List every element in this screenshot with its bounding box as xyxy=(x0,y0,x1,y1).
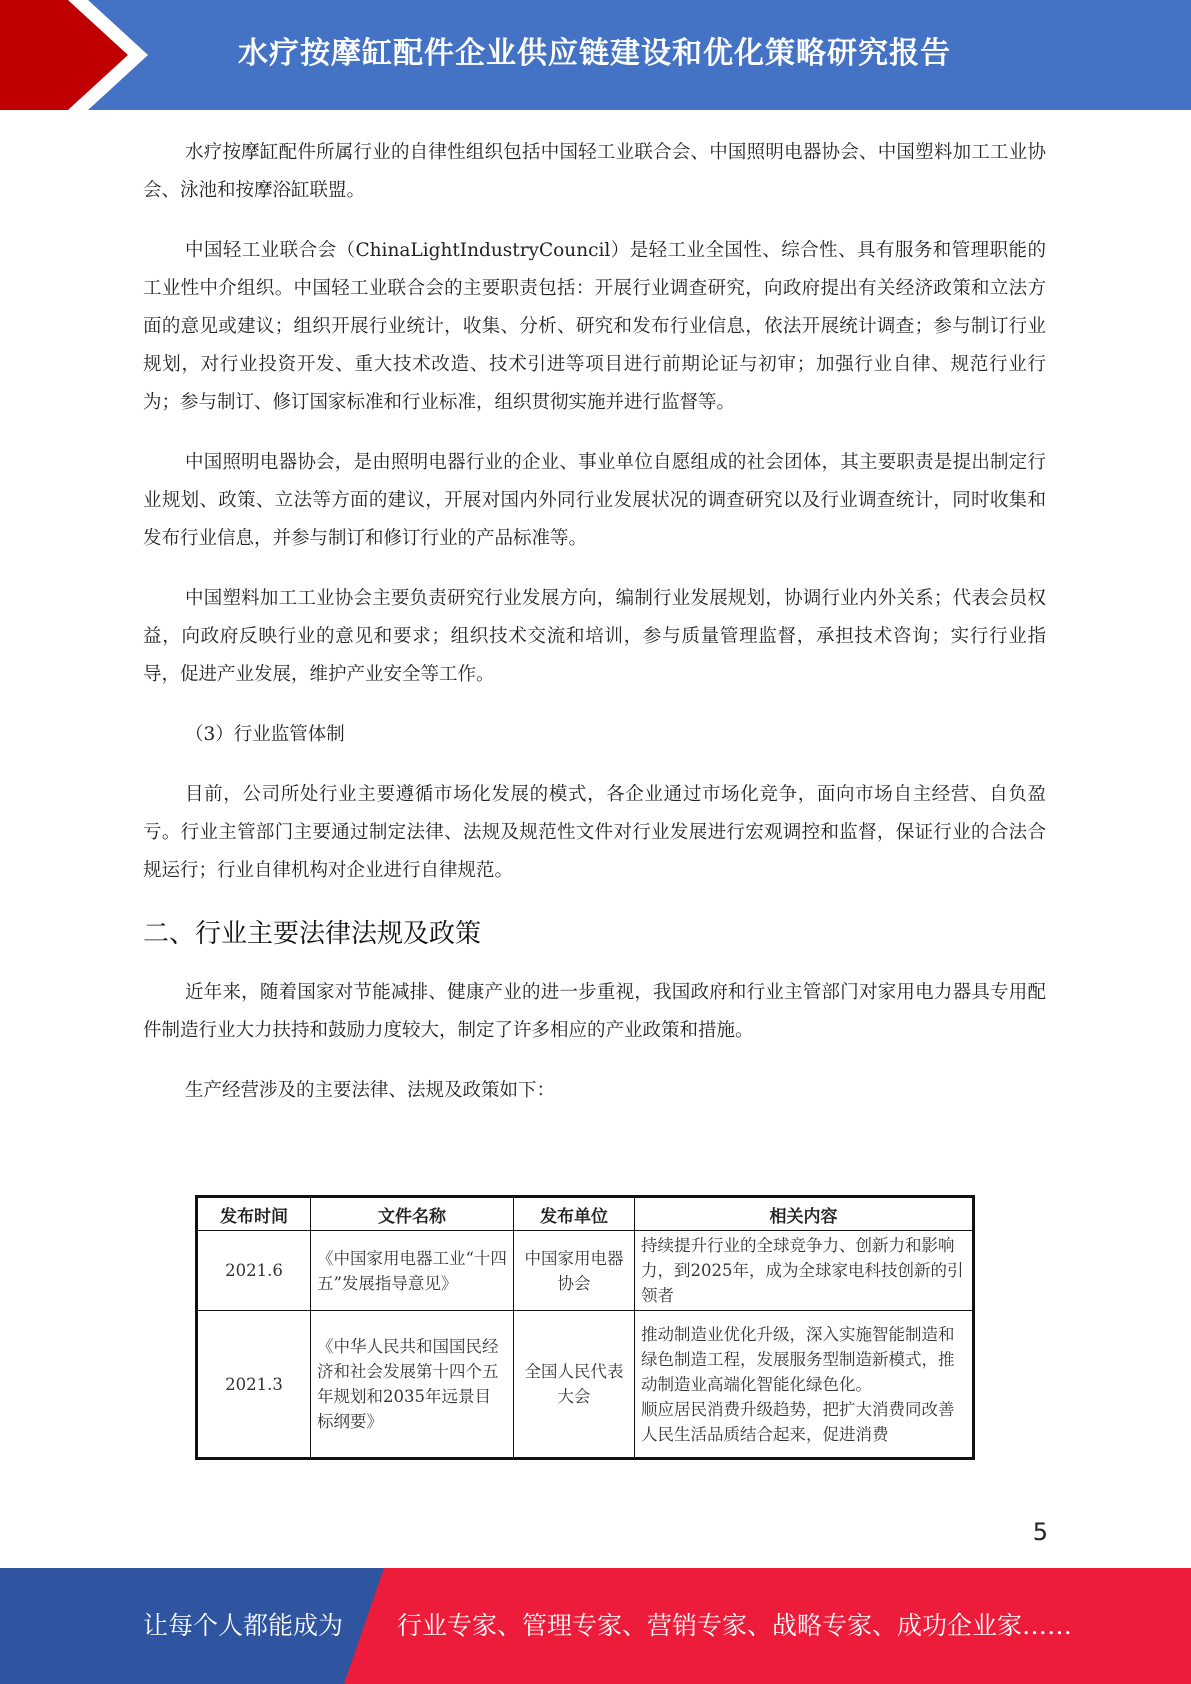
paragraph-intro: 生产经营涉及的主要法律、法规及政策如下： xyxy=(185,1080,556,1101)
policy-table xyxy=(195,1195,975,1460)
column-header-issuer: 发布单位 xyxy=(514,1197,635,1231)
page-number: 5 xyxy=(1032,1518,1048,1546)
paragraph-policy: 近年来，随着国家对节能减排、健康产业的进一步重视，我国政府和行业主管部门对家用电力器具专用配件制造行业大力扶持和鼓励力度较大，制定了许多相应的产业政策和措施。 xyxy=(143,982,1046,1041)
paragraph-lighting-association: 中国照明电器协会，是由照明电器行业的企业、事业单位自愿组成的社会团体，其主要职责是提出制定行业规划、政策、立法等方面的建议，开展对国内外同行业发展状况的调查研究以及行业调查统计，同时收集和发布行业信息，并参与制订和修订行业的产品标准等。 xyxy=(143,452,1046,549)
paragraph-plastics-association: 中国塑料加工工业协会主要负责研究行业发展方向，编制行业发展规划，协调行业内外关系；代表会员权益，向政府反映行业的意见和要求；组织技术交流和培训，参与质量管理监督，承担技术咨询；实行行业指导，促进产业发展，维护产业安全等工作。 xyxy=(143,588,1046,685)
table-row xyxy=(197,1311,974,1459)
cell-content: 推动制造业优化升级，深入实施智能制造和绿色制造工程，发展服务型制造新模式，推动制造业高端化智能化绿色化。 xyxy=(641,1324,955,1394)
table-row xyxy=(197,1231,974,1311)
cell-date: 2021.6 xyxy=(197,1231,311,1311)
sub-heading-regulation: （3）行业监管体制 xyxy=(185,724,345,745)
paragraph-regulation: 目前，公司所处行业主要遵循市场化发展的模式，各企业通过市场化竞争，面向市场自主经营、自负盈亏。行业主管部门主要通过制定法律、法规及规范性文件对行业发展进行宏观调控和监督，保证行业的合法合规运行；行业自律机构对企业进行自律规范。 xyxy=(143,784,1046,881)
cell-issuer: 全国人民代表大会 xyxy=(514,1311,635,1459)
cell-document: 《中华人民共和国国民经济和社会发展第十四个五年规划和2035年远景目标纲要》 xyxy=(311,1311,514,1459)
footer-slogan-left: 让每个人都能成为 xyxy=(143,1611,344,1640)
header-title: 水疗按摩缸配件企业供应链建设和优化策略研究报告 xyxy=(238,36,951,71)
policy-table-wrapper xyxy=(195,1195,975,1460)
cell-issuer: 中国家用电器协会 xyxy=(514,1231,635,1311)
footer-slogan-right: 行业专家、管理专家、营销专家、战略专家、成功企业家…… xyxy=(397,1611,1073,1640)
column-header-document: 文件名称 xyxy=(311,1197,514,1231)
page-footer xyxy=(0,1568,1191,1684)
cell-date: 2021.3 xyxy=(197,1311,311,1459)
cell-content-continued: 顺应居民消费升级趋势，把扩大消费同改善人民生活品质结合起来，促进消费 xyxy=(641,1399,955,1444)
paragraph-light-industry: 中国轻工业联合会（ChinaLightIndustryCouncil）是轻工业全国性、综合性、具有服务和管理职能的工业性中介组织。中国轻工业联合会的主要职责包括：开展行业调查研究，向政府提出有关经济政策和立法方面的意见或建议；组织开展行业统计，收集、分析、研究和发布行业信息，依法开展统计调查；参与制订行业规划，对行业投资开发、重大技术改造、技术引进等项目进行前期论证与初审；加强行业自律、规范行业行为；参与制订、修订国家标准和行业标准，组织贯彻实施并进行监督等。 xyxy=(143,240,1046,413)
paragraph-self-regulation: 水疗按摩缸配件所属行业的自律性组织包括中国轻工业联合会、中国照明电器协会、中国塑料加工工业协会、泳池和按摩浴缸联盟。 xyxy=(143,142,1046,201)
column-header-date: 发布时间 xyxy=(197,1197,311,1231)
document-body xyxy=(143,134,1046,1132)
cell-content-group xyxy=(635,1311,974,1459)
page-header xyxy=(0,0,1191,110)
cell-document: 《中国家用电器工业“十四五”发展指导意见》 xyxy=(311,1231,514,1311)
cell-content: 持续提升行业的全球竞争力、创新力和影响力，到2025年，成为全球家电科技创新的引领者 xyxy=(635,1231,974,1311)
column-header-content: 相关内容 xyxy=(635,1197,974,1231)
section-heading-laws: 二、行业主要法律法规及政策 xyxy=(143,919,482,949)
table-header-row xyxy=(197,1197,974,1231)
